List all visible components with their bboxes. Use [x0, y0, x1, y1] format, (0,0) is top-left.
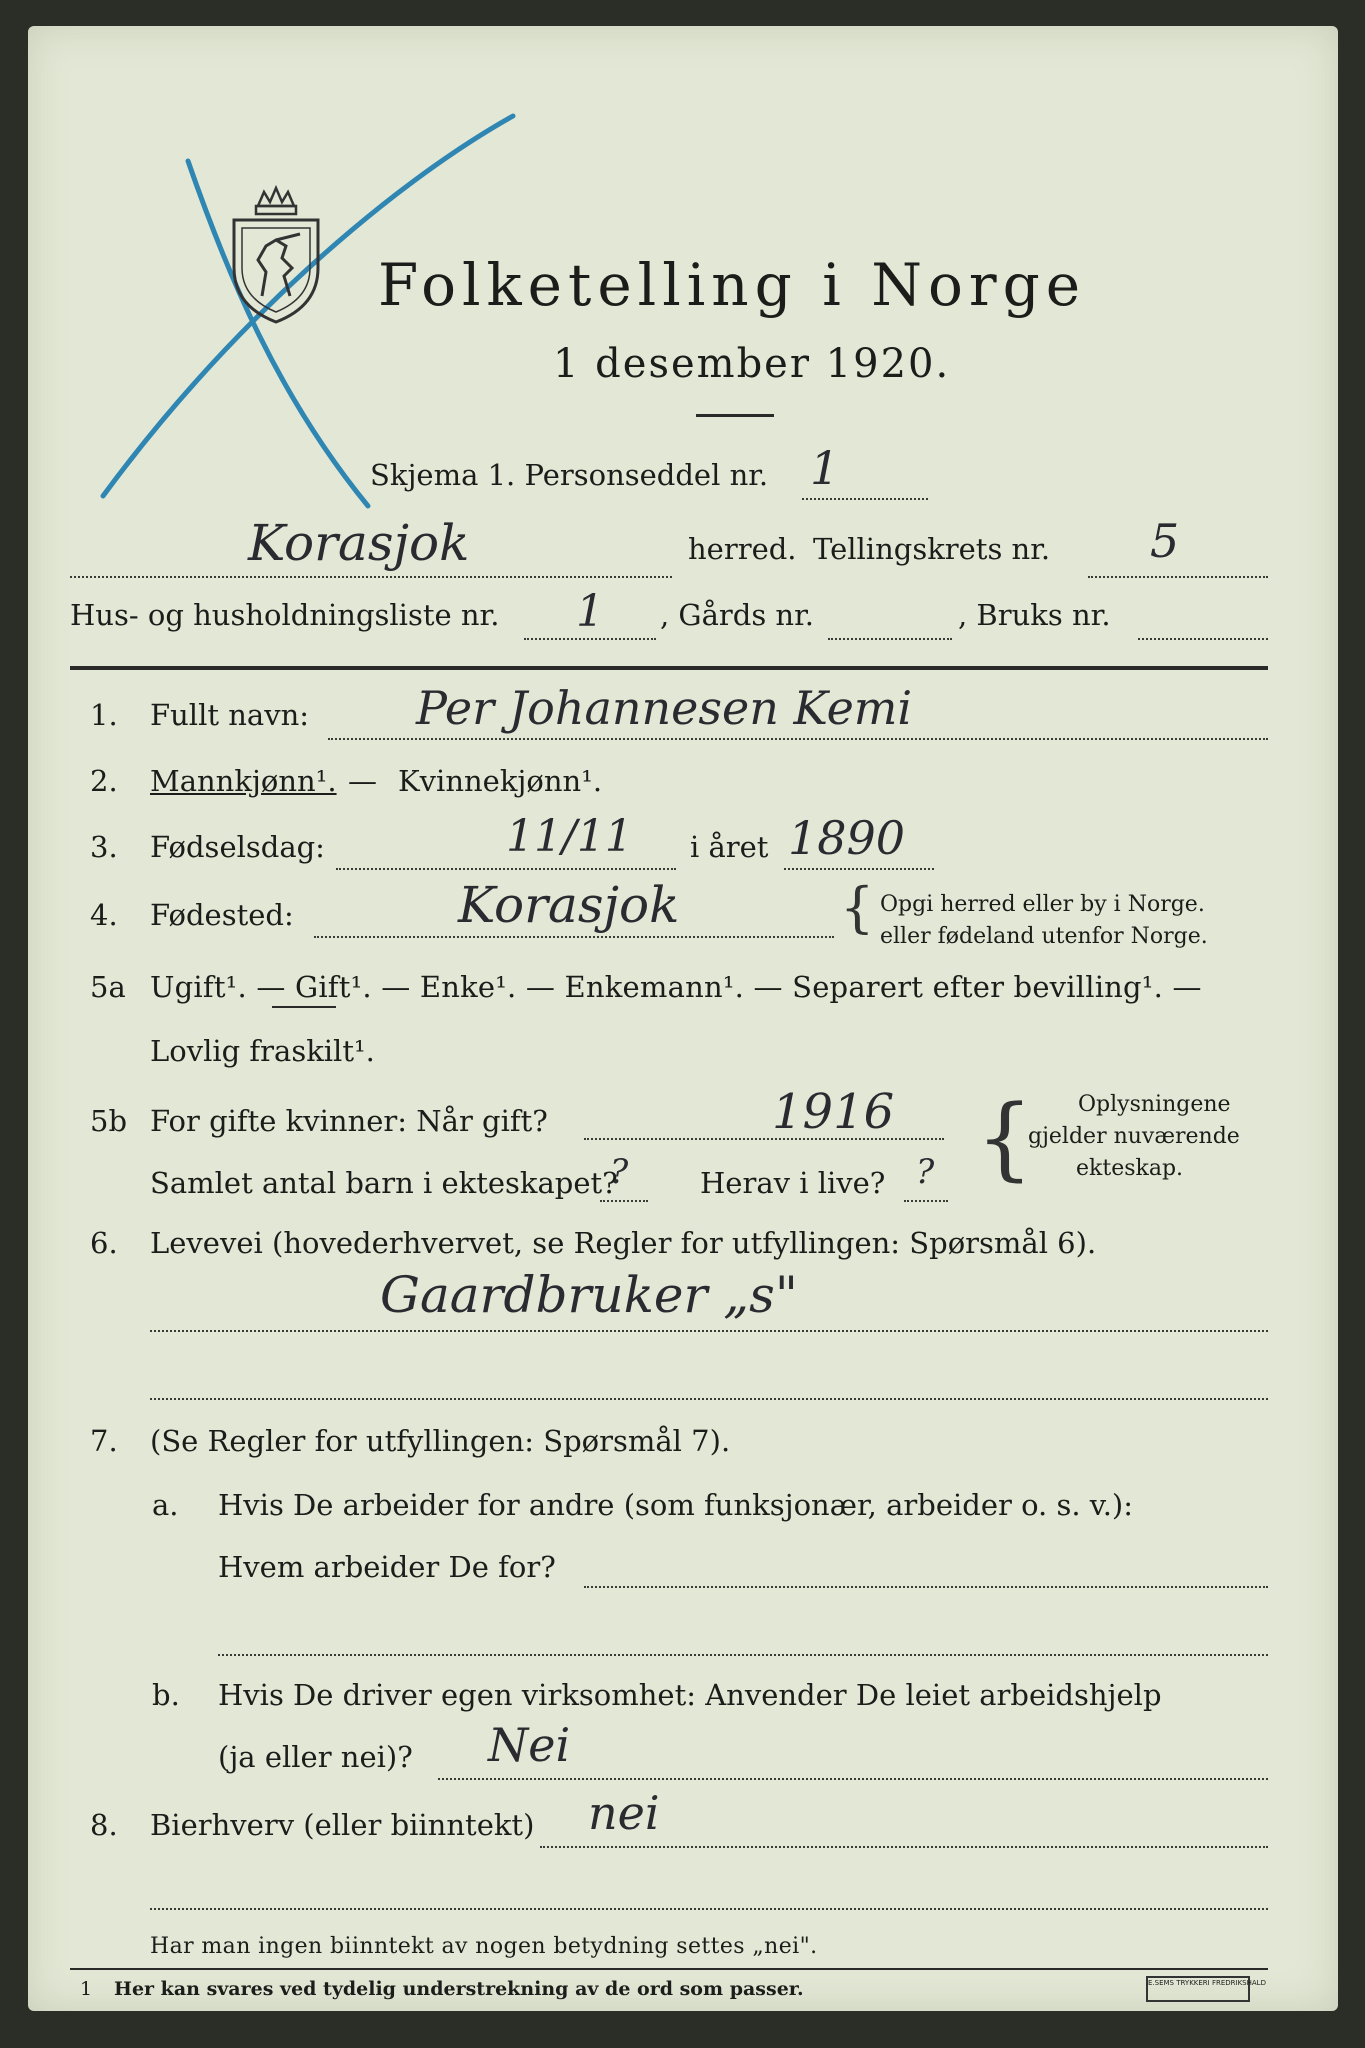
hus-dots — [524, 638, 656, 640]
hus-label: Hus- og husholdningsliste nr. — [70, 598, 500, 632]
q5b-children-label: Samlet antal barn i ekteskapet? — [150, 1166, 618, 1200]
q6-occupation: Gaardbruker „s" — [380, 1266, 798, 1324]
q7-label: (Se Regler for utfyllingen: Spørsmål 7). — [150, 1424, 731, 1458]
q5b-alive-label: Herav i live? — [700, 1166, 886, 1200]
q3-number: 3. — [90, 830, 118, 864]
gift-underline — [272, 1006, 336, 1008]
q3-day-dots — [336, 868, 676, 870]
q5a-line2: Lovlig fraskilt¹. — [150, 1034, 375, 1068]
q5b-note-line3: ekteskap. — [1076, 1156, 1184, 1181]
header-separator — [70, 666, 1268, 670]
q5b-alive-dots — [904, 1200, 948, 1202]
q3-birth-year: 1890 — [788, 811, 906, 865]
q5b-children-value: ? — [610, 1152, 629, 1192]
footer-separator — [70, 1968, 1268, 1970]
q5a-number: 5a — [90, 970, 126, 1004]
q7b-question: (ja eller nei)? — [218, 1740, 413, 1774]
q1-dots — [328, 738, 1268, 740]
q5b-note-line1: Oplysningene — [1078, 1092, 1231, 1117]
q4-label: Fødested: — [150, 898, 294, 932]
q3-birth-day: 11/11 — [506, 811, 633, 862]
q8-answer: nei — [588, 1786, 660, 1840]
q6-number: 6. — [90, 1226, 118, 1260]
q8-number: 8. — [90, 1808, 118, 1842]
q5b-number: 5b — [90, 1104, 128, 1138]
q5b-brace: { — [976, 1086, 1034, 1191]
q8-dots-2 — [150, 1908, 1268, 1910]
q4-number: 4. — [90, 898, 118, 932]
q8-dots — [540, 1846, 1268, 1848]
q5b-alive-value: ? — [916, 1152, 935, 1192]
q1-number: 1. — [90, 698, 118, 732]
q5b-married-dots — [584, 1138, 944, 1140]
q5a-line1: Ugift¹. — Gift¹. — Enke¹. — Enkemann¹. — Separert efter bevilling¹. — — [150, 970, 1202, 1004]
tellingskrets-dots — [1088, 576, 1268, 578]
q8-label: Bierhverv (eller biinntekt) — [150, 1808, 535, 1842]
bruks-label: , Bruks nr. — [958, 598, 1111, 632]
herred-label: herred. — [688, 532, 797, 566]
footnote-number: 1 — [80, 1978, 93, 2000]
herred-dots — [70, 576, 672, 578]
footnote-text: Her kan svares ved tydelig understrekning av de ord som passer. — [114, 1978, 804, 2000]
q4-note-line1: Opgi herred eller by i Norge. — [880, 892, 1205, 917]
schema-label: Skjema 1. Personseddel nr. — [370, 458, 769, 492]
q2-number: 2. — [90, 764, 118, 798]
q7b-letter: b. — [152, 1678, 180, 1712]
printer-stamp: E.SEMS TRYKKERI FREDRIKSHALD — [1146, 1976, 1250, 2002]
q7a-question: Hvem arbeider De for? — [218, 1550, 556, 1584]
census-form-sheet — [28, 26, 1338, 2011]
q5b-children-dots — [600, 1200, 648, 1202]
q2-separator: — — [348, 764, 377, 798]
personseddel-dots — [802, 498, 928, 500]
q7b-dots — [438, 1778, 1268, 1780]
q2-male: Mannkjønn¹. — [150, 764, 337, 798]
q4-note-line2: eller fødeland utenfor Norge. — [880, 924, 1208, 949]
tellingskrets-number: 5 — [1150, 514, 1180, 568]
footer-note: Har man ingen biinntekt av nogen betydning settes „nei". — [150, 1934, 818, 1959]
form-title: Folketelling i Norge — [378, 251, 1087, 319]
q7b-answer: Nei — [488, 1718, 571, 1772]
hus-number: 1 — [576, 586, 604, 637]
q2-female: Kvinnekjønn¹. — [398, 764, 603, 798]
q7a-text: Hvis De arbeider for andre (som funksjonær, arbeider o. s. v.): — [218, 1488, 1134, 1522]
q5b-label: For gifte kvinner: Når gift? — [150, 1104, 548, 1138]
q1-label: Fullt navn: — [150, 698, 310, 732]
q4-dots — [314, 936, 834, 938]
q3-label: Fødselsdag: — [150, 830, 325, 864]
tellingskrets-label: Tellingskrets nr. — [813, 532, 1051, 566]
form-date: 1 desember 1920. — [553, 341, 951, 387]
bruks-dots — [1138, 638, 1268, 640]
q6-dots-2 — [150, 1398, 1268, 1400]
q4-brace: { — [840, 876, 875, 939]
q5b-note-line2: gjelder nuværende — [1028, 1124, 1240, 1149]
q3-year-dots — [784, 868, 934, 870]
q7b-text: Hvis De driver egen virksomhet: Anvender De leiet arbeidshjelp — [218, 1678, 1162, 1712]
q7a-letter: a. — [152, 1488, 179, 1522]
gards-label: , Gårds nr. — [660, 598, 814, 632]
coat-of-arms-icon — [220, 176, 330, 326]
q4-birthplace: Korasjok — [458, 876, 680, 934]
personseddel-number: 1 — [810, 441, 840, 495]
q5b-married-year: 1916 — [772, 1084, 895, 1140]
q6-dots-1 — [150, 1330, 1268, 1332]
q3-year-label: i året — [690, 830, 769, 864]
q7-number: 7. — [90, 1424, 118, 1458]
herred-handwritten: Korasjok — [248, 514, 470, 572]
q6-label: Levevei (hovederhvervet, se Regler for utfyllingen: Spørsmål 6). — [150, 1226, 1097, 1260]
q1-full-name: Per Johannesen Kemi — [416, 681, 913, 735]
q7a-dots-2 — [218, 1654, 1268, 1656]
q7a-dots-1 — [584, 1586, 1268, 1588]
gards-dots — [828, 638, 952, 640]
title-divider — [696, 414, 774, 417]
